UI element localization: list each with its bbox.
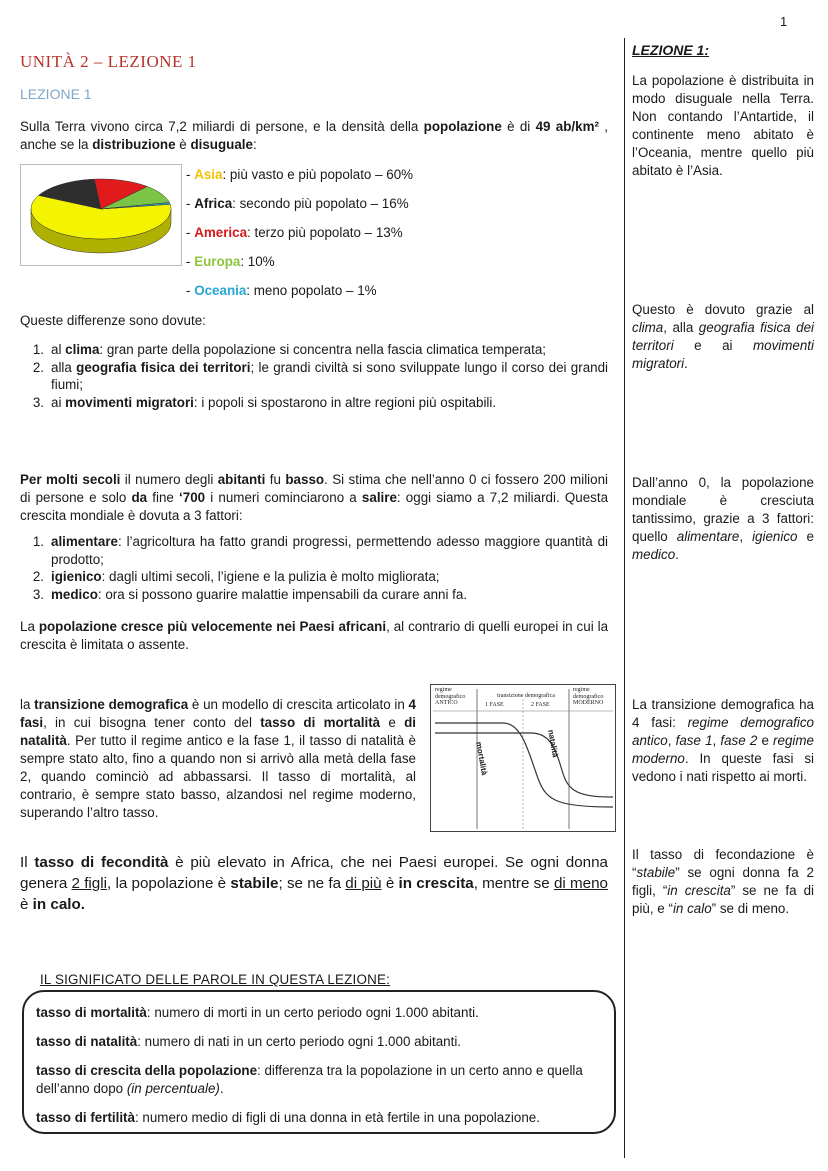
- graph-phase1-label: 1 FASE: [485, 702, 504, 708]
- sidebar-note-fertility: Il tasso di fecondazione è “stabile” se ogni donna fa 2 figli, “in crescita” se ne fa di più, e “in calo” se di meno.: [632, 847, 815, 916]
- natality-label: natalità: [546, 729, 560, 759]
- sidebar-note-causes: Questo è dovuto grazie al clima, alla geografia fisica dei territori e ai movimenti migratori.: [632, 302, 814, 371]
- page-number: 1: [780, 14, 788, 29]
- sidebar-note-growth: Dall’anno 0, la popolazione mondiale è cresciuta tantissimo, grazie a 3 fattori: quello alimentare, igienico e medico.: [632, 475, 814, 562]
- growth-factor-item: 2. igienico: dagli ultimi secoli, l’igiene e la pulizia è molto migliorata;: [32, 569, 440, 584]
- sidebar-note-distribution: La popolazione è distribuita in modo disuguale nella Terra. Non contando l’Antartide, il continente meno abitato è l’Oceania, mentre quello più abitato è l’Asia.: [632, 73, 814, 178]
- graph-header-antico: regime demografico ANTICO: [435, 687, 466, 706]
- transition-graph-svg: [431, 685, 615, 831]
- differences-intro: Queste differenze sono dovute:: [20, 313, 206, 328]
- sidebar-title: LEZIONE 1:: [632, 42, 710, 58]
- continent-asia: - Asia: più vasto e più popolato – 60%: [186, 167, 414, 182]
- unit-title: UNITÀ 2 – LEZIONE 1: [20, 52, 197, 71]
- difference-item: 3. ai movimenti migratori: i popoli si spostarono in altre regioni più ospitabili.: [32, 394, 497, 410]
- pie-svg: [21, 165, 181, 265]
- natality-curve: [435, 733, 613, 797]
- intro-paragraph: Sulla Terra vivono circa 7,2 miliardi di persone, e la densità della popolazione è di 49 ab/km² , anche se la distribuzione è disuguale:: [20, 119, 609, 152]
- africa-paragraph: La popolazione cresce più velocemente nei Paesi africani, al contrario di quelli europei in cui la crescita è limitata o assente.: [20, 619, 609, 652]
- fertility-paragraph: Il tasso di fecondità è più elevato in Africa, che nei Paesi europei. Se ogni donna genera 2 figli, la popolazione è stabile; se ne fa di più è in crescita, mentre se di meno è in calo.: [20, 854, 609, 913]
- glossary-item: tasso di fertilità: numero medio di figli di una donna in età fertile in una popolazione.: [36, 1110, 540, 1125]
- graph-header-moderno: regime demografico MODERNO: [573, 687, 604, 706]
- glossary-box: [22, 990, 616, 1134]
- difference-item: 2. alla geografia fisica dei territori; le grandi civiltà si sono sviluppate lungo il corso dei grandi fiumi;: [32, 359, 609, 392]
- population-pie-chart: [20, 164, 182, 266]
- graph-phase2-label: 2 FASE: [531, 702, 550, 708]
- sidebar-note-transition: La transizione demografica ha 4 fasi: regime demografico antico, fase 1, fase 2 e regime moderno. In queste fasi si vedono i nati rispetto ai morti.: [632, 697, 814, 784]
- growth-paragraph: Per molti secoli il numero degli abitanti fu basso. Si stima che nell’anno 0 ci fossero 200 milioni di persone e solo da fine ‘700 i numeri cominciarono a salire: oggi siamo a 7,2 miliardi. Questa crescita mondiale è dovuta a 3 fattori:: [20, 472, 609, 523]
- continent-list: [186, 166, 606, 311]
- glossary-item: tasso di crescita della popolazione: differenza tra la popolazione in un certo anno e quella dell’anno dopo (in percentuale).: [36, 1063, 583, 1096]
- graph-header-transizione: transizione demografica: [497, 693, 555, 699]
- lesson-subtitle: LEZIONE 1: [20, 86, 92, 102]
- growth-factor-item: 3. medico: ora si possono guarire malattie impensabili da curare anni fa.: [32, 586, 468, 602]
- mortality-label: mortalità: [474, 741, 489, 776]
- growth-factors-list: [20, 533, 608, 603]
- column-divider: [624, 38, 625, 1158]
- difference-item: 1. al clima: gran parte della popolazione si concentra nella fascia climatica temperata;: [32, 342, 547, 357]
- continent-oceania: - Oceania: meno popolato – 1%: [186, 283, 377, 298]
- continent-america: - America: terzo più popolato – 13%: [186, 225, 403, 240]
- demographic-transition-graph: [430, 684, 616, 832]
- continent-africa: - Africa: secondo più popolato – 16%: [186, 196, 409, 211]
- glossary-item: tasso di natalità: numero di nati in un certo periodo ogni 1.000 abitanti.: [36, 1034, 462, 1049]
- growth-factor-item: 1. alimentare: l’agricoltura ha fatto grandi progressi, permettendo adesso maggiore quantità di prodotto;: [32, 534, 608, 567]
- glossary-title: IL SIGNIFICATO DELLE PAROLE IN QUESTA LEZIONE:: [40, 972, 391, 987]
- continent-europa: - Europa: 10%: [186, 254, 275, 269]
- differences-list: [20, 341, 608, 411]
- transition-paragraph: la transizione demografica è un modello di crescita articolato in 4 fasi, in cui bisogna tener conto del tasso di mortalità e di natalità. Per tutto il regime antico e la fase 1, il tasso di natalità è sempre stato alto, fino a quando non si arrivò alla metà della fase 2, quando cominciò ad abbassarsi. Il tasso di mortalità, al contrario, è sempre stato basso, alzandosi nel regime moderno, superando l’altro tasso.: [20, 697, 417, 820]
- glossary-item: tasso di mortalità: numero di morti in un certo periodo ogni 1.000 abitanti.: [36, 1005, 479, 1020]
